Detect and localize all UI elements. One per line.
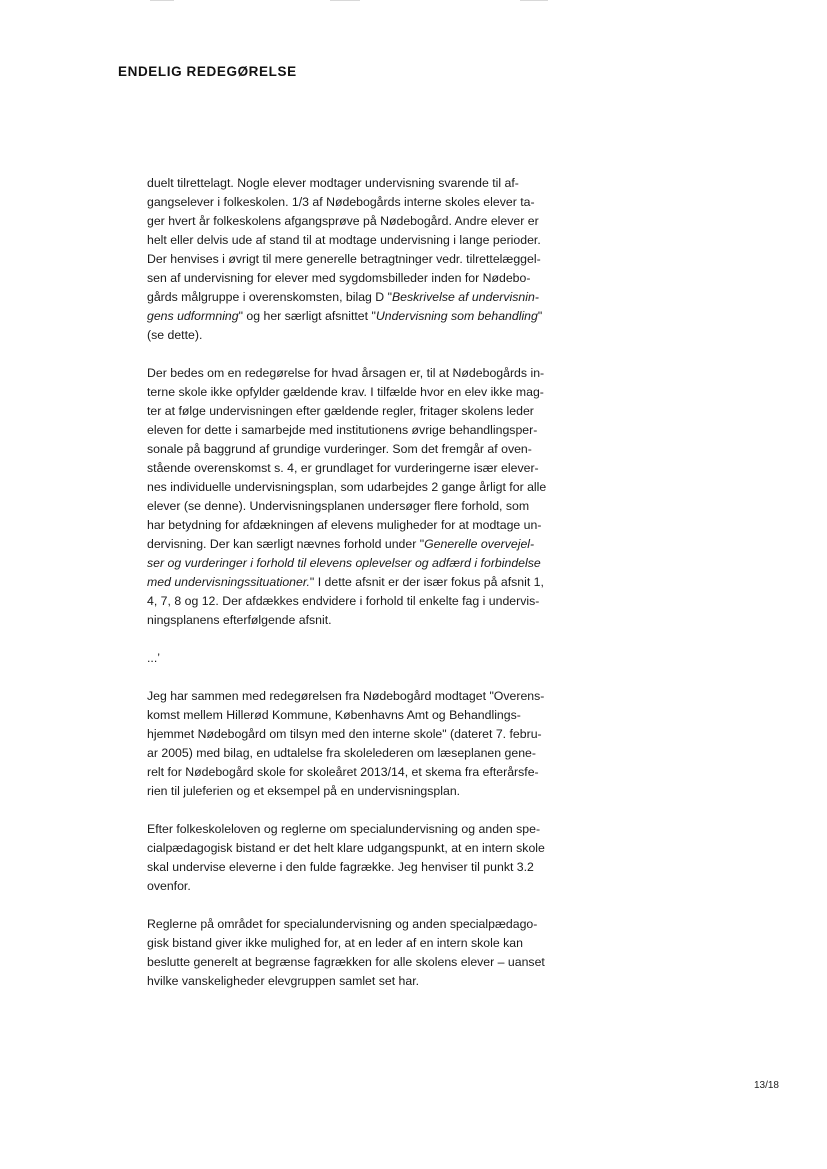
text-segment: dervisning. Der kan særligt nævnes forhold under " xyxy=(147,537,425,551)
text-line xyxy=(147,459,583,478)
text-segment: gårds målgruppe i overenskomsten, bilag D " xyxy=(147,290,392,304)
paragraph xyxy=(147,649,583,668)
paragraph-gap xyxy=(147,345,583,364)
text-segment: ningsplanens efterfølgende afsnit. xyxy=(147,613,332,627)
text-line xyxy=(147,953,583,972)
text-line xyxy=(147,611,583,630)
text-line xyxy=(147,478,583,497)
text-line xyxy=(147,573,583,592)
text-line xyxy=(147,649,583,668)
text-line xyxy=(147,364,583,383)
text-segment: gangselever i folkeskolen. 1/3 af Nødebogårds interne skoles elever ta- xyxy=(147,195,535,209)
italic-text: Undervisning som behandling xyxy=(375,309,538,323)
text-line xyxy=(147,877,583,896)
paragraph-gap xyxy=(147,668,583,687)
text-segment: Efter folkeskoleloven og reglerne om specialundervisning og anden spe- xyxy=(147,822,541,836)
text-line xyxy=(147,326,583,345)
text-line xyxy=(147,972,583,991)
text-line xyxy=(147,516,583,535)
text-line xyxy=(147,706,583,725)
text-line xyxy=(147,174,583,193)
italic-text: Beskrivelse af undervisnin- xyxy=(391,290,539,304)
text-segment: har betydning for afdækningen af elevens muligheder for at modtage un- xyxy=(147,518,542,532)
text-line xyxy=(147,782,583,801)
text-line xyxy=(147,820,583,839)
text-line xyxy=(147,231,583,250)
text-segment: Jeg har sammen med redegørelsen fra Nødebogård modtaget "Overens- xyxy=(147,689,545,703)
text-line xyxy=(147,934,583,953)
text-segment: " I dette afsnit er der især fokus på afsnit 1, xyxy=(309,575,544,589)
paragraph xyxy=(147,915,583,991)
text-segment: helt eller delvis ude af stand til at modtage undervisning i lange perioder. xyxy=(147,233,541,247)
text-line xyxy=(147,725,583,744)
text-line xyxy=(147,421,583,440)
text-line xyxy=(147,440,583,459)
text-segment: Reglerne på området for specialundervisning og anden specialpædago- xyxy=(147,917,538,931)
text-line xyxy=(147,839,583,858)
text-segment: rien til juleferien og et eksempel på en undervisningsplan. xyxy=(147,784,461,798)
text-segment: nes individuelle undervisningsplan, som udarbejdes 2 gange årligt for alle xyxy=(147,480,547,494)
text-line xyxy=(147,307,583,326)
paragraph-gap xyxy=(147,801,583,820)
text-line xyxy=(147,535,583,554)
text-segment: relt for Nødebogård skole for skoleåret 2013/14, et skema fra efterårsfe- xyxy=(147,765,539,779)
italic-text: gens udformning xyxy=(147,309,239,323)
page-header-title: ENDELIG REDEGØRELSE xyxy=(118,64,297,79)
text-segment: 4, 7, 8 og 12. Der afdækkes endvidere i forhold til enkelte fag i undervis- xyxy=(147,594,540,608)
text-line xyxy=(147,212,583,231)
paragraph xyxy=(147,364,583,630)
italic-text: Generelle overvejel- xyxy=(424,537,535,551)
scan-mark xyxy=(330,0,360,1)
text-segment: " xyxy=(537,309,543,323)
text-segment: cialpædagogisk bistand er det helt klare udgangspunkt, at en intern skole xyxy=(147,841,545,855)
text-segment: komst mellem Hillerød Kommune, Københavns Amt og Behandlings- xyxy=(147,708,521,722)
text-segment: ter at følge undervisningen efter gældende regler, fritager skolens leder xyxy=(147,404,534,418)
text-segment: sonale på baggrund af grundige vurderinger. Som det fremgår af oven- xyxy=(147,442,532,456)
text-segment: hvilke vanskeligheder elevgruppen samlet set har. xyxy=(147,974,420,988)
text-segment: ...’ xyxy=(147,651,160,665)
text-segment: gisk bistand giver ikke mulighed for, at en leder af en intern skole kan xyxy=(147,936,523,950)
text-line xyxy=(147,193,583,212)
text-line xyxy=(147,497,583,516)
text-line xyxy=(147,383,583,402)
paragraph xyxy=(147,820,583,896)
paragraph xyxy=(147,174,583,345)
text-segment: skal undervise eleverne i den fulde fagrække. Jeg henviser til punkt 3.2 xyxy=(147,860,534,874)
text-segment: " og her særligt afsnittet " xyxy=(238,309,376,323)
paragraph-gap xyxy=(147,630,583,649)
scan-mark xyxy=(150,0,174,1)
page-number: 13/18 xyxy=(753,1080,779,1091)
text-segment: terne skole ikke opfylder gældende krav. I tilfælde hvor en elev ikke mag- xyxy=(147,385,544,399)
text-line xyxy=(147,858,583,877)
text-line xyxy=(147,915,583,934)
text-segment: stående overenskomst s. 4, er grundlaget for vurderingerne især elever- xyxy=(147,461,539,475)
text-segment: Der bedes om en redegørelse for hvad årsagen er, til at Nødebogårds in- xyxy=(147,366,545,380)
italic-text: med undervisningssituationer. xyxy=(147,575,310,589)
text-line xyxy=(147,250,583,269)
text-segment: Der henvises i øvrigt til mere generelle betragtninger vedr. tilrettelæggel- xyxy=(147,252,541,266)
text-segment: eleven for dette i samarbejde med institutionens øvrige behandlingsper- xyxy=(147,423,538,437)
text-segment: sen af undervisning for elever med sygdomsbilleder inden for Nødebo- xyxy=(147,271,531,285)
text-segment: ger hvert år folkeskolens afgangsprøve på Nødebogård. Andre elever er xyxy=(147,214,539,228)
text-segment: ovenfor. xyxy=(147,879,191,893)
text-line xyxy=(147,402,583,421)
paragraph-gap xyxy=(147,896,583,915)
text-line xyxy=(147,592,583,611)
text-segment: hjemmet Nødebogård om tilsyn med den interne skole" (dateret 7. febru- xyxy=(147,727,542,741)
text-segment: (se dette). xyxy=(147,328,203,342)
italic-text: ser og vurderinger i forhold til elevens oplevelser og adfærd i forbindelse xyxy=(147,556,541,570)
document-body xyxy=(147,174,583,991)
text-line xyxy=(147,763,583,782)
text-line xyxy=(147,269,583,288)
text-segment: beslutte generelt at begrænse fagrækken for alle skolens elever – uanset xyxy=(147,955,545,969)
text-line xyxy=(147,288,583,307)
text-line xyxy=(147,744,583,763)
paragraph xyxy=(147,687,583,801)
text-segment: elever (se denne). Undervisningsplanen undersøger flere forhold, som xyxy=(147,499,530,513)
text-segment: ar 2005) med bilag, en udtalelse fra skolelederen om læseplanen gene- xyxy=(147,746,536,760)
text-line xyxy=(147,554,583,573)
text-segment: duelt tilrettelagt. Nogle elever modtager undervisning svarende til af- xyxy=(147,176,519,190)
text-line xyxy=(147,687,583,706)
scan-mark xyxy=(520,0,548,1)
